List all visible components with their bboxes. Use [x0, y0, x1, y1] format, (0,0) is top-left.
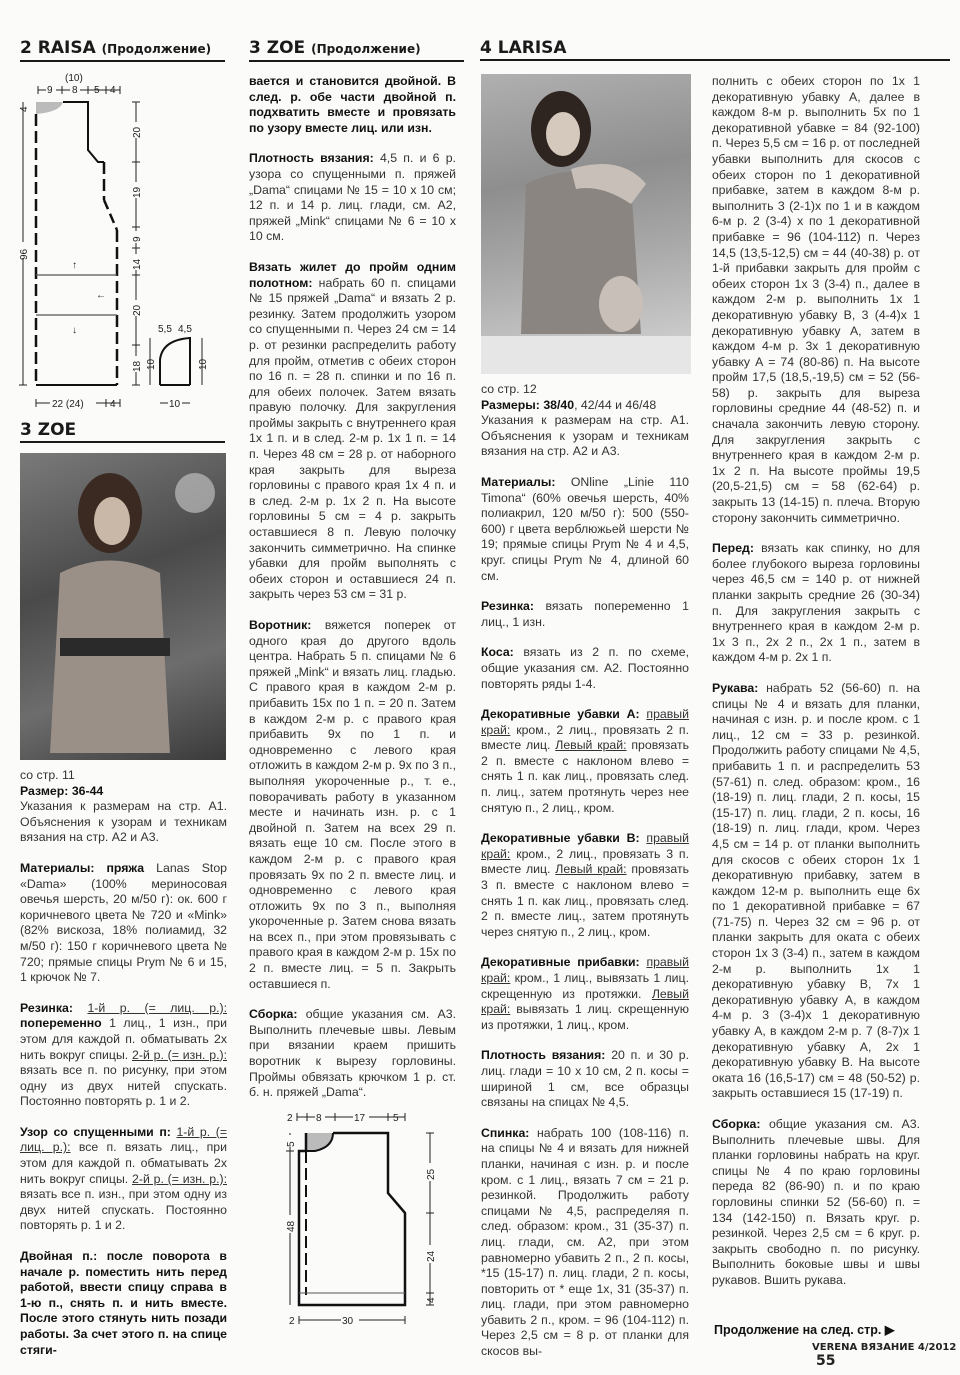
zoe-dim-left-1: 5 [286, 1141, 297, 1147]
zoe-assembly-label: Сборка: [249, 1007, 298, 1022]
larisa-model-silhouette [481, 74, 691, 374]
raisa-dim-left-2: 96 [19, 248, 30, 260]
larisa-deca-text2: провязать 2 п. вместе с наклоном влево = снять 1 п. как лиц., провязать след. п. лиц., затем протянуть через нее снятую п., 2 лиц., кром. [481, 738, 689, 815]
zoe-rib-text2: вязать все п. по рисунку, при этом одну из двух нитей спускать. Постоянно повторять р. 1 и 2. [20, 1063, 227, 1109]
larisa-rib [481, 599, 689, 630]
zoe-name: ZOE [37, 420, 77, 440]
zoe-gauge-text: 4,5 п. и 6 р. узора со спущенными п. пряжей „Dama“ спицами № 15 = 10 х 10 см; 12 п. и 14 р. лиц. глади, см. А2, пряжей „Mink“ спицами № 6 = 10 х 10 см. [249, 151, 456, 244]
larisa-gauge [481, 1048, 689, 1110]
zoe-rib-row2: 2-й р. (= изн. р.): [132, 1047, 227, 1062]
zoe-heading [20, 420, 225, 443]
larisa-sleeve-label: Рукава: [712, 680, 759, 695]
larisa-cont-column [712, 74, 920, 1304]
zoe-cont-suffix: (Продолжение) [311, 42, 421, 56]
larisa-name: LARISA [497, 38, 567, 58]
svg-text:↓: ↓ [72, 325, 77, 336]
larisa-rib-label: Резинка: [481, 599, 534, 614]
larisa-materials [481, 475, 689, 584]
larisa-cable-label: Коса: [481, 645, 514, 660]
zoe-dim-bottom-2: 30 [342, 1316, 354, 1327]
zoe-size-note: Указания к размерам на стр. А1. Объяснения к узорам и техникам вязания на стр. А2 и А3. [20, 799, 227, 845]
larisa-front-label: Перед: [712, 541, 754, 556]
zoe-materials [20, 861, 227, 986]
larisa-assembly-label: Сборка: [712, 1117, 761, 1131]
zoe-cont-bold: вается и становится двойной. В след. р. обе части двойной п. подхватить вместе и провязать по узору вместе лиц. или изн. [249, 74, 456, 135]
raisa-pocket-dim-top: 5,5 [158, 324, 172, 335]
larisa-cable [481, 645, 689, 692]
larisa-heading [480, 38, 950, 61]
larisa-deca-text1: кром., 2 лиц., провязать 2 п. вместе лиц. [481, 722, 689, 753]
larisa-decb-label: Декоративные убавки B: [481, 831, 640, 846]
zoe-drop-text1: все п. вязать лиц., при этом для каждой п. обматывать 2х нить вокруг спицы. [20, 1140, 228, 1186]
zoe-collar [249, 618, 456, 992]
raisa-dim-right-3: 9 [132, 236, 143, 242]
zoe-cont-number: 3 [249, 38, 261, 58]
larisa-sizes-bold: 38/40 [543, 397, 575, 412]
raisa-pocket-dim-top2: 4,5 [178, 324, 192, 335]
larisa-front [712, 541, 920, 666]
zoe-dim-right-3: 4 [426, 1297, 437, 1303]
larisa-inc [481, 955, 689, 1033]
zoe-double-stitch: Двойная п.: после поворота в начале р. поместить нить перед работой, ввести спицу справа в 1-ю п., снять п. и нить вместе. После этого стянуть нить позади работы. За счет этого п. на спице стяги- [20, 1249, 227, 1357]
zoe-cont-column [249, 74, 456, 1116]
continued-label: Продолжение на след. стр. [714, 1323, 882, 1337]
larisa-deca-label: Декоративные убавки A: [481, 707, 640, 722]
larisa-sizes-rest: , 42/44 и 46/48 [574, 397, 657, 412]
zoe-rib-bold: попеременно [20, 1016, 102, 1031]
larisa-back [481, 1126, 689, 1360]
raisa-dim-right-6: 18 [132, 360, 143, 372]
raisa-dim-top-paren: (10) [65, 73, 83, 84]
larisa-deca-left: Левый край: [555, 738, 627, 753]
zoe-dim-top-2: 8 [316, 1113, 322, 1124]
zoe-gauge-label: Плотность вязания: [249, 151, 374, 166]
zoe-model-silhouette [20, 453, 226, 760]
larisa-materials-text: ONline „Linie 110 Timona“ (60% овечья шерсть, 40% полиакрил, 120 м/50 г): 500 (550-600) г цвета верблюжьей шерсти № 19; прямые спицы Prym № 4 и 4,5, круг. спицы Prym № 4, длиной 60 см. [481, 474, 689, 583]
raisa-dim-top-1: 9 [47, 85, 53, 96]
zoe-assembly [249, 1007, 456, 1101]
raisa-name: RAISA [37, 38, 96, 58]
larisa-inc-text1: кром., 1 лиц., вывязать 1 лиц. скрещенную из протяжки. [481, 971, 690, 1001]
zoe-collar-text: вяжется поперек от одного края до другого вдоль центра. Набрать 5 п. спицами № 6 пряжей „Mink“ и вязать лиц. гладью. С правого края в каждом 2-м р. прибавить 15х по 1 п. = 20 п. Затем в каждом 2-м р. с правого края прибавить 9х по 1 п. и одновременно с левого края отложить в каждом 2-м р. 9х по 3 п., выполняя укороченные р., т. е., поворачивать работу в указанном месте и начинать изн. р. с 1 двойной п. Затем на всех 29 п. вязать еще 10 см. После этого в каждом 2-м р. с правого края провязать 9х по 2 п. вместе лиц. и одновременно с левого края отложить 9х по 3 п., выполняя укороченные р. Затем снова вязать на всех п., при этом провязывать с правого края в каждом 2-м р. 15х по 2 п. вместе лиц. = 5 п. Закрыть оставшиеся п. [249, 618, 456, 991]
zoe-drop-pattern [20, 1125, 227, 1234]
zoe-materials-text: Lanas Stop «Dama» (100% мериносовая овечья шерсть, 20 м/50 г): ок. 600 г коричневого цвета № 720 и «Mink» (82% вискоза, 18% полиамид, 32 м/50 г): 150 г коричневого цвета № 720; прямые спицы Prym № 6 и 15, 1 крючок № 7. [20, 860, 227, 985]
raisa-dim-top-2: 8 [72, 85, 78, 96]
zoe-rib [20, 1001, 227, 1110]
zoe-dim-right-1: 25 [426, 1168, 437, 1180]
larisa-inc-label: Декоративные прибавки: [481, 955, 640, 970]
raisa-dim-top-4: 4 [110, 85, 116, 96]
raisa-dim-right-1: 20 [132, 126, 143, 138]
raisa-dim-top-3: 5 [94, 85, 100, 96]
larisa-decb-text2: провязать 3 п. вместе с наклоном влево = снять 1 п. как лиц., провязать след. 2 п. вместе лиц., затем протянуть через снятую п., 2 лиц., кром. [481, 862, 689, 939]
larisa-back-cont: полнить с обеих сторон по 1х 1 декоративную убавку А, далее в каждом 8-м р. выполнить 5х по 1 декоративной убавке = 84 (92-100) п. Через 5,5 см = 16 р. от последней убавки выполнить для скосов с обеих сторон по 1 декоративной прибавке, затем в каждом 8-м р. выполнить 3 (2-1)х по 1 и в каждом 6-м р. 2 (3-4) х по 1 декоративной прибавке = 96 (104-112) п. Через 14,5 (13,5-12,5) см = 44 (40-38) р. от 1-й прибавки закрыть для пройм с обеих сторон 1х 3 (3-4) п., далее в каждом 2-м р. выполнить 1х 1 декоративную убавку В, 3 (4-4)х 1 декоративную убавку А, затем в каждом 4-м р. 3х 1 декоративную убавку А = 74 (80-86) п. На высоте пройм 17,5 (18,5,-19,5) см = 52 (56-58) р. закрыть для выреза горловины средние 44 (48-52) п. и сначала закончить левую сторону. Для закругления закрыть с внутреннего края в каждом 2-м р. 1х 2 п. На высоте проймы 19,5 (20,5-21,5) см = 58 (62-64) р. закрыть 13 (14-15) п. плеча. Вторую сторону закончить симметрично. [712, 74, 920, 525]
raisa-dim-bottom-2: 4 [110, 399, 116, 410]
svg-text:←: ← [96, 290, 106, 301]
zoe-materials-label: Материалы: пряжа [20, 860, 145, 875]
zoe-collar-label: Воротник: [249, 618, 312, 632]
larisa-back-text: набрать 100 (108-116) п. на спицы № 4 и вязать для нижней планки, начиная с изн. р. и после кром. с 1 лиц., вязать 7 см = 21 р. резинкой. Продолжить работу спицами № 4,5, распределяя п. след. образом: кром., 31 (35-37) п. лиц. глади, см. А2, при этом равномерно убавить 2 п., 2 п. косы, *15 (15-17) п. лиц. глади, 2 п. косы, повторить от * еще 1х, 31 (35-37) п. лиц. глади, при этом равномерно убавить 2 п., кром. = 96 (104-112) п. Через 2,5 см = 8 р. от планки для скосов вы- [481, 1125, 689, 1359]
larisa-deca-right: правый край: [481, 707, 689, 737]
larisa-decb-left: Левый край: [555, 862, 627, 877]
zoe-info-column [20, 768, 227, 1373]
larisa-dec-a [481, 707, 689, 816]
zoe-size-value: 36-44 [71, 783, 104, 798]
triangle-right-icon: ▶ [884, 1323, 895, 1337]
zoe-number: 3 [20, 420, 32, 440]
larisa-sleeve-text: набрать 52 (56-60) п. на спицы № 4 и вязать для планки, начиная с изн. р. и после кром. с 1 лиц., 12 см = 33 р. резинкой. Продолжить работу спицами № 4,5, прибавить 1 п. и распределить 53 (57-61) п. след. образом: кром., 16 (18-19) п. лиц. глади, 2 п. косы, 15 (15-17) п. лиц. глади, 2 п. косы, 16 (18-19) п. лиц. глади, кром. Через 4,5 см = 14 р. от планки выполнить для скосов с обеих сторон 1х 1 декоративную прибавку, затем в каждом 12-м р. выполнить еще 6х по 1 декоративной прибавке = 67 (71-75) п. Через 32 см = 96 р. от планки закрыть для оката с обеих сторон 1х 3 (3-4) п., затем в каждом 2-м р. выполнить 1х 1 декоративную убавку В, 7х 1 декоративную убавку А, в каждом 4-м р. 3 (3-4)х 1 декоративную убавку А, в каждом 2-м р. 7 (8-7)х 1 декоративную убавку А, 2х 1 декоративную убавку В. На высоте оката 16 (16,5-17) см = 48 (50-52) р. закрыть оставшиеся 15 (17-19) п. [712, 680, 920, 1101]
zoe-dim-right-2: 24 [426, 1250, 437, 1262]
raisa-number: 2 [20, 38, 32, 58]
larisa-sizes-label: Размеры: [481, 397, 540, 412]
larisa-sleeves [712, 681, 920, 1102]
raisa-heading [20, 38, 225, 62]
larisa-number: 4 [480, 38, 492, 58]
page-number: 55 [816, 1353, 836, 1369]
larisa-photo [481, 74, 691, 374]
zoe-vest-text: набрать 60 п. спицами № 15 пряжей „Dama“ и вязать 2 р. резинку. Затем продолжить узором со спущенными п. Через 24 см = 14 р. от резинки распределить работу для пройм, отметив с обеих сторон по 16 п. = 28 п. спинки и по 16 п. для обеих полочек. Затем вязать правую полочку. Для закругления проймы закрыть с внутреннего края 1х 1 п. и в след. 2-м р. 1х 1 п. = 14 п. Через 48 см = 28 р. от наборного края закрыть для выреза горловины с правого края 1х 4 п. и в след. 2-м р. 1х 2 п. На высоте горловины 5 см = 4 р. закрыть оставшиеся 8 п. Левую полочку закончить симметрично. На спинке убавки для пройм выполнять с обеих сторон и оставшиеся 24 п. закрыть через 53 см = 31 р. [249, 275, 456, 602]
zoe-gauge [249, 151, 456, 245]
larisa-decb-right: правый край: [481, 831, 689, 861]
zoe-drop-row1: 1-й р. (= лиц. р.): [20, 1124, 227, 1155]
zoe-rib-row1: 1-й р. (= лиц. р.): [87, 1000, 227, 1015]
zoe-dim-left-2: 48 [286, 1220, 297, 1232]
zoe-vest-label: Вязать жилет до пройм одним полотном: [249, 259, 456, 290]
larisa-inc-left: Левый край: [481, 986, 689, 1017]
raisa-pocket-dim-left: 10 [146, 358, 157, 370]
raisa-suffix: (Продолжение) [101, 42, 212, 56]
raisa-dim-right-4: 14 [132, 258, 143, 270]
raisa-dim-bottom-1: 22 (24) [52, 399, 84, 410]
zoe-drop-row2: 2-й р. (= изн. р.): [132, 1171, 227, 1186]
raisa-dim-right-5: 20 [132, 304, 143, 316]
zoe-cont-heading [249, 38, 464, 62]
raisa-dim-left-1: 4 [19, 106, 30, 112]
zoe-rib-text1: 1 лиц., 1 изн., при этом для каждой п. обматывать 2х нить вокруг спицы. [20, 1016, 228, 1062]
larisa-dec-b [481, 831, 689, 940]
larisa-inc-text2: вывязать 1 лиц. скрещенную из протяжки, 1 лиц., кром. [481, 1002, 689, 1032]
larisa-assembly-text: общие указания см. А3. Выполнить плечевые швы. Для планки горловины набрать на круг. спицы № 4 по краю горловины переда 82 (86-90) п. и по краю горловины спинки 52 (56-60) п. = 134 (142-150) п. Вязать круг. р. резинкой. Через 2,5 см = 6 круг. р. закрыть свободно п. по рисунку. Выполнить боковые швы и швы рукавов. Вшить рукава. [712, 1117, 921, 1287]
zoe-cont-name: ZOE [266, 38, 306, 58]
page-footer [812, 1342, 960, 1369]
zoe-dim-top-4: 5 [393, 1113, 399, 1124]
zoe-photo [20, 453, 226, 760]
larisa-gauge-label: Плотность вязания: [481, 1048, 606, 1063]
larisa-assembly [712, 1117, 920, 1289]
zoe-vest [249, 260, 456, 603]
larisa-rib-text: вязать попеременно 1 лиц., 1 изн. [481, 599, 689, 629]
raisa-schematic [10, 70, 230, 420]
zoe-dim-bottom-1: 2 [289, 1316, 295, 1327]
larisa-inc-right: правый край: [481, 955, 690, 985]
zoe-ref: со стр. 11 [20, 768, 75, 782]
zoe-drop-text2: вязать все п. изн., при этом одну из двух нитей спускать. Постоянно повторять р. 1 и 2. [20, 1187, 227, 1233]
larisa-back-label: Спинка: [481, 1125, 530, 1140]
svg-text:↑: ↑ [72, 260, 77, 271]
larisa-ref: со стр. 12 [481, 382, 537, 396]
zoe-dim-top-3: 17 [354, 1113, 366, 1124]
larisa-info-column [481, 382, 689, 1375]
raisa-pocket-dim-bottom: 10 [169, 399, 181, 410]
larisa-front-text: вязать как спинку, но для более глубокого выреза горловины через 46,5 см = 140 р. от нижней планки закрыть средние 26 (30-34) п. Для закругления закрыть с внутреннего края в каждом 2-м р. 1х 3 п., 2х 2 п., 2х 1 п., затем в каждом 4-м р. 2х 1 п. [712, 541, 920, 665]
continued-next-page-link[interactable] [714, 1322, 894, 1337]
larisa-decb-text1: кром., 2 лиц., провязать 3 п. вместе лиц. [481, 846, 689, 877]
raisa-pocket-dim-right: 10 [198, 358, 209, 370]
magazine-issue: VERENA ВЯЗАНИЕ 4/2012 [812, 1342, 957, 1353]
larisa-sizes-note: Указания к размерам на стр. А1. Объяснения к узорам и техникам вязания на стр. А2 и А3. [481, 413, 689, 459]
zoe-drop-label: Узор со спущенными п: [20, 1124, 171, 1139]
zoe-dim-top-1: 2 [287, 1113, 293, 1124]
larisa-materials-label: Материалы: [481, 474, 556, 489]
zoe-assembly-text: общие указания см. А3. Выполнить плечевые швы. Левым при вязании краем пришить воротник к вырезу горловины. Проймы обвязать крючком 1 р. ст. б. н. пряжей „Dama“. [249, 1007, 457, 1100]
larisa-cable-text: вязать из 2 п. по схеме, общие указания см. А2. Постоянно повторять ряды 1-4. [481, 645, 689, 691]
zoe-size-label: Размер: [20, 783, 69, 798]
zoe-schematic [285, 1105, 445, 1330]
larisa-gauge-text: 20 п. и 30 р. лиц. глади = 10 х 10 см, 2 п. косы = шириной 1 см, все образцы связаны на спицах № 4,5. [481, 1048, 690, 1110]
raisa-dim-right-2: 19 [132, 186, 143, 198]
zoe-rib-label: Резинка: [20, 1000, 73, 1015]
